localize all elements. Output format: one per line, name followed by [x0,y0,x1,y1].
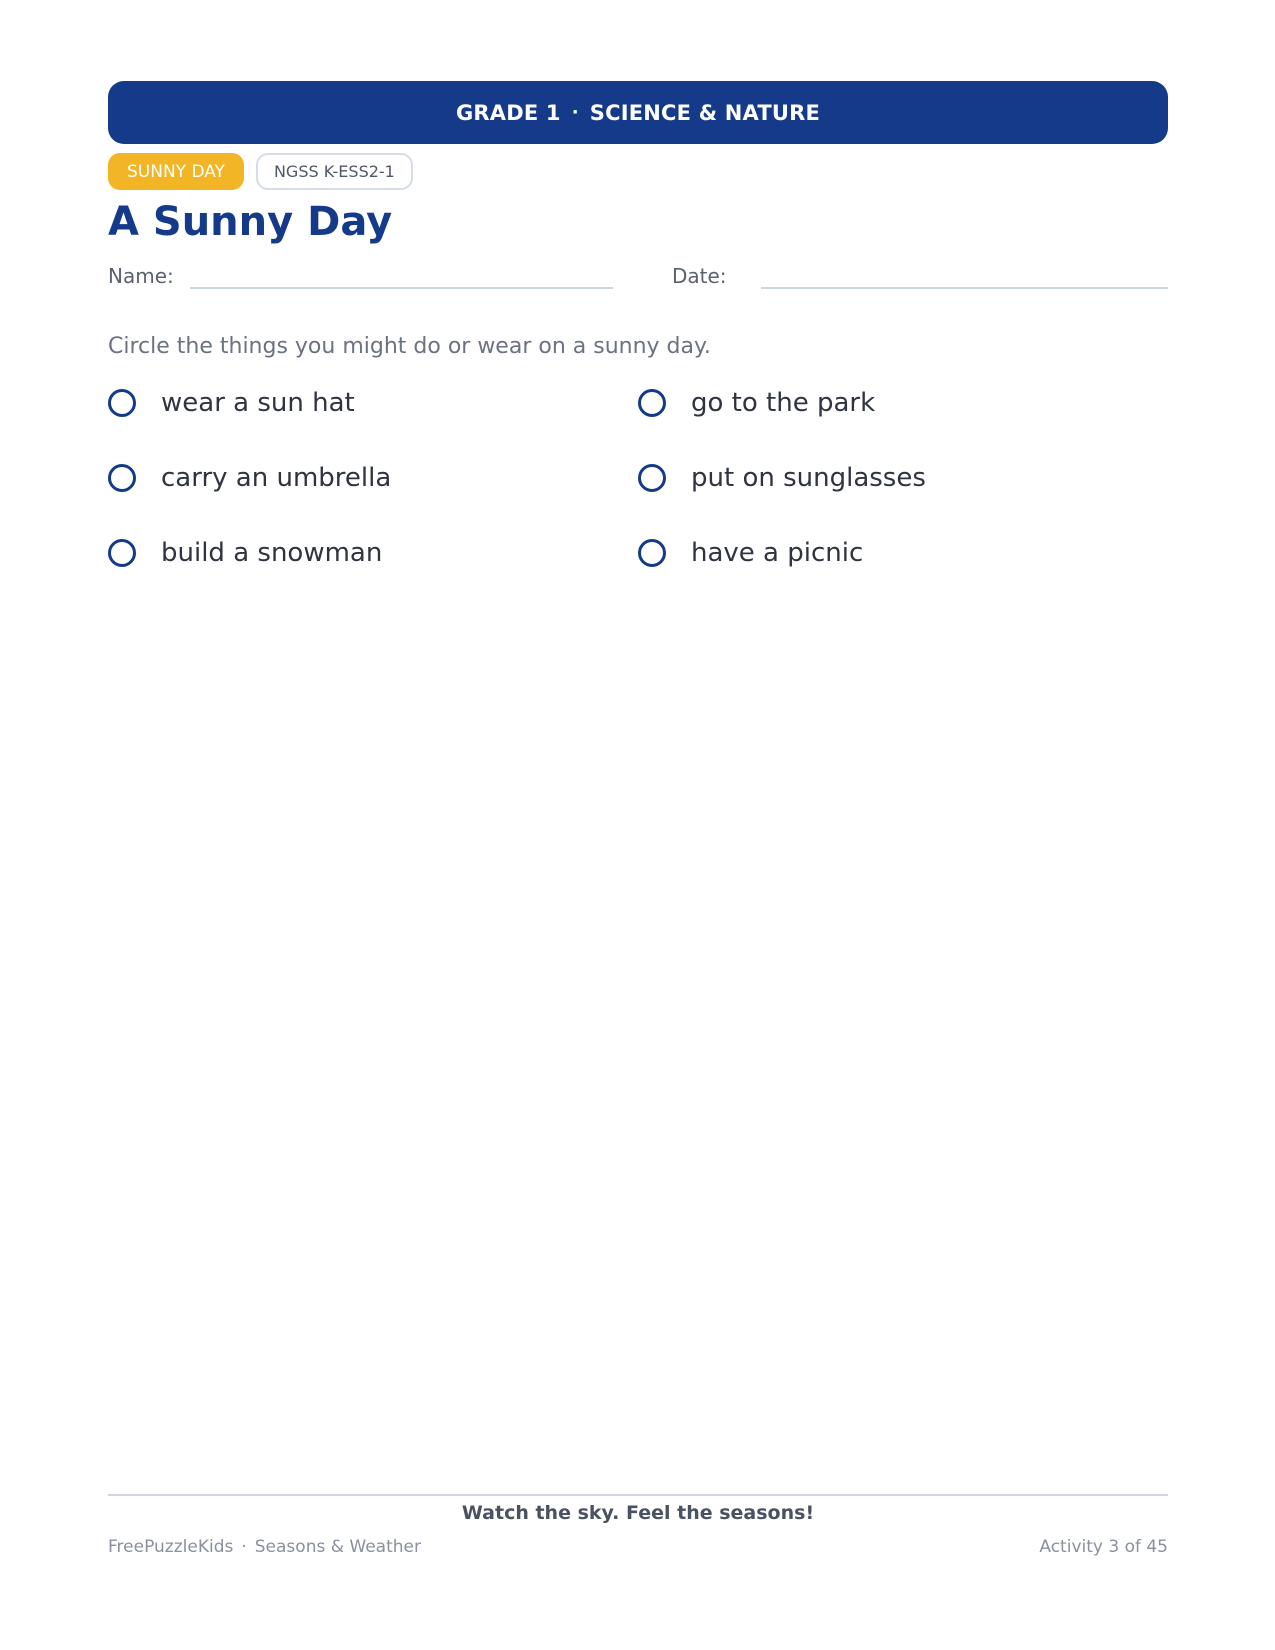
instructions: Circle the things you might do or wear on a sunny day. [108,334,711,359]
option-label: go to the park [691,388,876,418]
grade-subject-banner [108,81,1168,144]
brand-name: FreePuzzleKids [108,1537,234,1557]
grade-label: GRADE 1 [455,100,561,125]
option-label: carry an umbrella [161,463,392,493]
topic-tag: SUNNY DAY [108,153,244,190]
option-item[interactable] [108,536,382,570]
standard-tag: NGSS K-ESS2-1 [256,153,413,190]
option-item[interactable] [638,461,926,495]
footer-divider [108,1494,1168,1496]
radio-circle-icon[interactable] [108,389,136,417]
date-field[interactable] [761,287,1168,289]
radio-circle-icon[interactable] [638,539,666,567]
option-item[interactable] [638,536,863,570]
worksheet-title: A Sunny Day [108,199,393,245]
banner-separator: · [571,102,579,123]
option-label: build a snowman [161,538,383,568]
activity-counter: Activity 3 of 45 [1039,1537,1168,1557]
radio-circle-icon[interactable] [638,464,666,492]
option-item[interactable] [108,386,355,420]
radio-circle-icon[interactable] [108,464,136,492]
name-field[interactable] [190,287,613,289]
radio-circle-icon[interactable] [638,389,666,417]
footer-credits [108,1537,421,1557]
option-label: put on sunglasses [691,463,926,493]
subject-label: SCIENCE & NATURE [589,100,821,125]
footer-motto: Watch the sky. Feel the seasons! [461,1502,815,1524]
option-item[interactable] [108,461,391,495]
name-label: Name: [108,264,174,288]
date-label: Date: [672,264,727,288]
option-item[interactable] [638,386,875,420]
series-name: Seasons & Weather [254,1537,421,1557]
radio-circle-icon[interactable] [108,539,136,567]
option-label: wear a sun hat [161,388,355,418]
footer-separator: · [241,1537,247,1557]
option-label: have a picnic [691,538,864,568]
tag-row [108,153,413,190]
